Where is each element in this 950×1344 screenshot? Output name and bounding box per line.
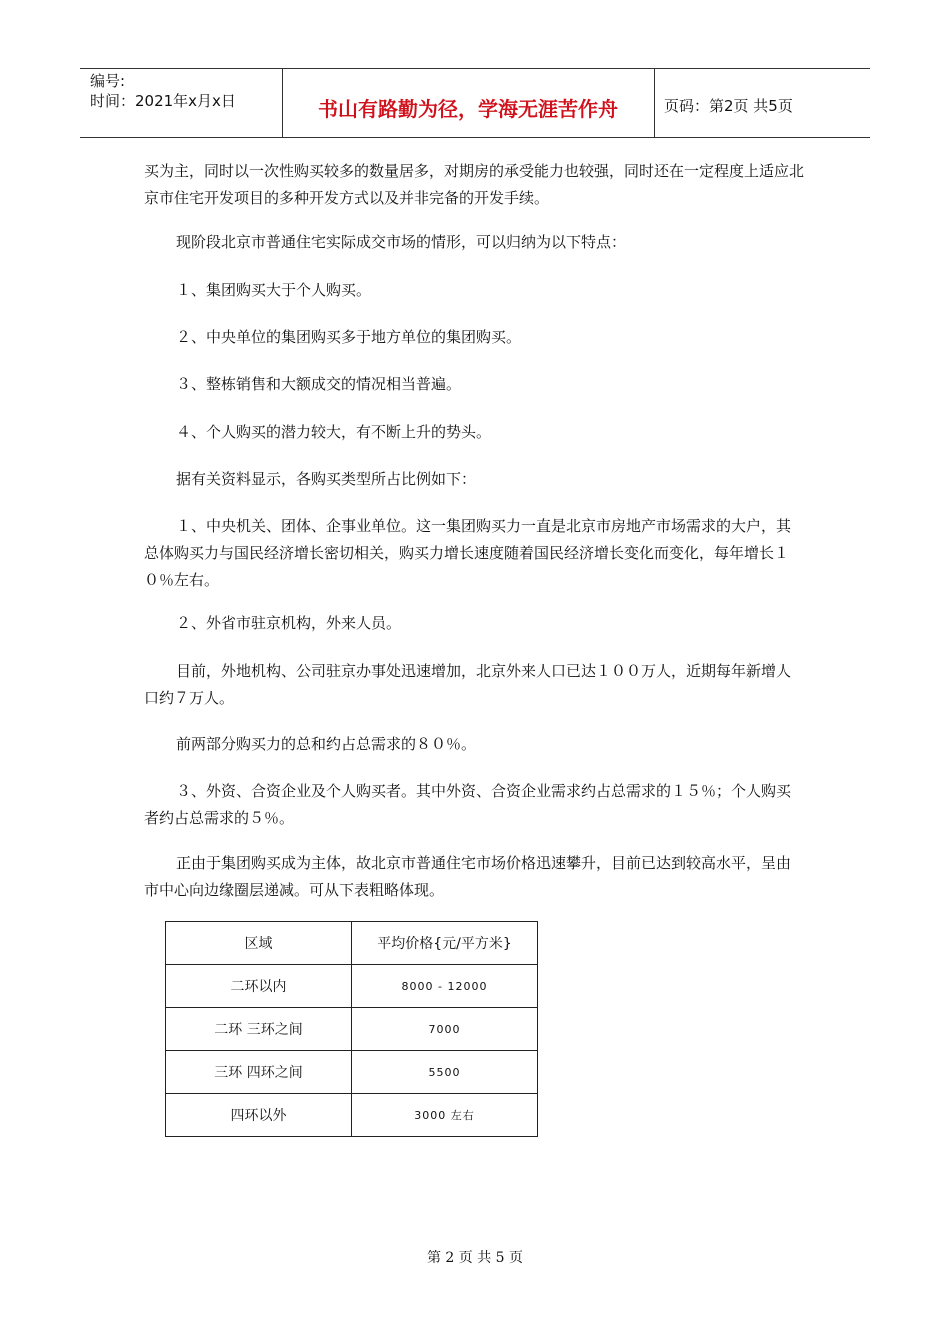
body-paragraph: 目前，外地机构、公司驻京办事处迅速增加，北京外来人口已达１００万人，近期每年新增人口约７万人。 (144, 662, 792, 707)
column-header-region: 区域 (166, 922, 352, 965)
header-page-cell (654, 69, 870, 137)
price-cell: 8000 - 12000 (352, 965, 538, 1008)
header-motto-cell (282, 69, 655, 137)
region-cell: 四环以外 (166, 1094, 352, 1137)
body-paragraph: 正由于集团购买成为主体，故北京市普通住宅市场价格迅速攀升，目前已达到较高水平，呈由市中心向边缘圈层递减。可从下表粗略体现。 (144, 854, 792, 899)
header-meta-cell (80, 69, 283, 137)
time-label: 时间：2021年x月x日 (90, 92, 236, 110)
table-row (166, 1094, 538, 1137)
list-item: ３、整栋销售和大额成交的情况相当普遍。 (176, 375, 462, 393)
list-item: ２、外省市驻京机构，外来人员。 (176, 614, 402, 632)
region-cell: 二环 三环之间 (166, 1008, 352, 1051)
price-cell: 3000 左右 (352, 1094, 538, 1137)
table-row (166, 965, 538, 1008)
body-paragraph: 现阶段北京市普通住宅实际成交市场的情形，可以归纳为以下特点： (176, 233, 627, 251)
column-header-price: 平均价格{元/平方米} (352, 922, 538, 965)
list-item: ２、中央单位的集团购买多于地方单位的集团购买。 (176, 328, 522, 346)
table-row (166, 1008, 538, 1051)
price-table (165, 921, 538, 1137)
body-paragraph: 据有关资料显示，各购买类型所占比例如下： (176, 470, 477, 488)
body-paragraph: 买为主，同时以一次性购买较多的数量居多，对期房的承受能力也较强，同时还在一定程度上适应北京市住宅开发项目的多种开发方式以及并非完备的开发手续。 (144, 162, 805, 207)
list-item: ３、外资、合资企业及个人购买者。其中外资、合资企业需求约占总需求的１５％；个人购买者约占总需求的５％。 (144, 782, 792, 827)
list-item: １、中央机关、团体、企事业单位。这一集团购买力一直是北京市房地产市场需求的大户，其总体购买力与国民经济增长密切相关，购买力增长速度随着国民经济增长变化而变化，每年增长１０％左右。 (144, 517, 792, 589)
region-cell: 三环 四环之间 (166, 1051, 352, 1094)
serial-number-label: 编号: (90, 72, 126, 90)
page-header (80, 68, 870, 138)
price-cell: 5500 (352, 1051, 538, 1094)
table-header-row (166, 922, 538, 965)
list-item: １、集团购买大于个人购买。 (176, 281, 372, 299)
header-page-number: 页码：第2页 共5页 (664, 97, 793, 115)
header-motto: 书山有路勤为径，学海无涯苦作舟 (318, 97, 618, 121)
page-footer: 第 2 页 共 5 页 (426, 1250, 524, 1266)
table-row (166, 1051, 538, 1094)
body-paragraph: 前两部分购买力的总和约占总需求的８０％。 (176, 735, 477, 753)
region-cell: 二环以内 (166, 965, 352, 1008)
list-item: ４、个人购买的潜力较大，有不断上升的势头。 (176, 423, 492, 441)
price-cell: 7000 (352, 1008, 538, 1051)
